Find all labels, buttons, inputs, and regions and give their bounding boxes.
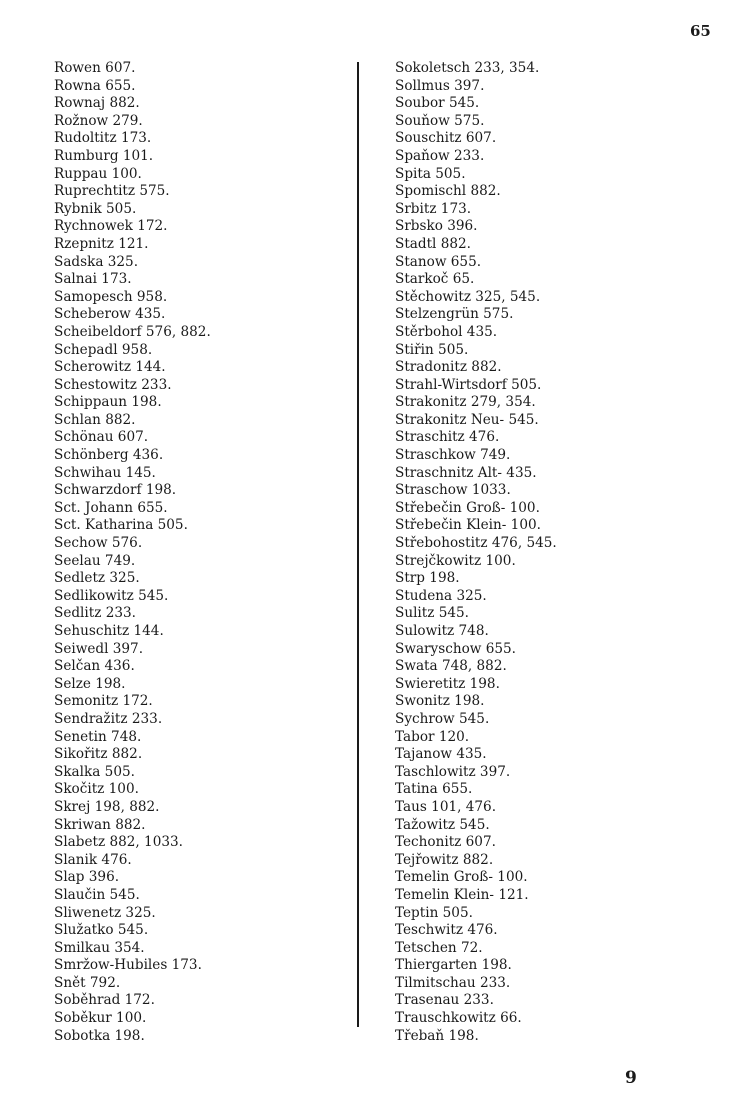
index-entry: Rumburg 101. <box>54 147 154 164</box>
index-entry: Ruprechtitz 575. <box>54 183 170 200</box>
index-entry: Služatko 545. <box>54 922 149 939</box>
index-entry: Sikořitz 882. <box>54 746 143 763</box>
index-entry: Střebečin Groß- 100. <box>395 499 540 516</box>
index-entry: Slabetz 882, 1033. <box>54 834 183 851</box>
index-entry: Seelau 749. <box>54 552 136 569</box>
index-entry: Trasenau 233. <box>395 992 494 1009</box>
index-entry: Tilmitschau 233. <box>395 974 511 991</box>
index-entry: Sechow 576. <box>54 535 143 552</box>
index-entry: Stěchowitz 325, 545. <box>395 288 541 305</box>
index-entry: Samopesch 958. <box>54 288 168 305</box>
index-entry: Scherowitz 144. <box>54 359 166 376</box>
index-entry: Tajanow 435. <box>395 746 487 763</box>
index-entry: Sulowitz 748. <box>395 623 489 639</box>
index-entry: Trauschkowitz 66. <box>395 1010 522 1027</box>
index-entry: Třebaň 198. <box>395 1027 479 1044</box>
index-entry: Sobotka 198. <box>54 1027 145 1044</box>
index-entry: Scheberow 435. <box>54 306 166 323</box>
index-entry: Scheibeldorf 576, 882. <box>54 323 211 340</box>
index-entry: Rožnow 279. <box>54 112 143 129</box>
signature-mark: 9 <box>625 1068 637 1088</box>
index-entry: Rownaj 882. <box>54 95 140 112</box>
index-entry: Temelin Groß- 100. <box>395 869 528 886</box>
index-entry: Swonitz 198. <box>395 693 485 710</box>
index-entry: Rzepnitz 121. <box>54 235 149 252</box>
index-entry: Schepadl 958. <box>54 341 153 358</box>
index-entry: Střebečin Klein- 100. <box>395 517 541 534</box>
index-entry: Strahl-Wirtsdorf 505. <box>395 376 542 393</box>
index-entry: Srbsko 396. <box>395 218 478 235</box>
index-entry: Stěrbohol 435. <box>395 323 498 340</box>
index-entry: Schippaun 198. <box>54 394 162 411</box>
index-entry: Strakonitz 279, 354. <box>395 394 536 411</box>
index-entry: Strp 198. <box>395 570 460 587</box>
index-column-left <box>54 60 211 1045</box>
index-entry: Taschlowitz 397. <box>395 763 511 780</box>
index-entry: Seiwedl 397. <box>54 640 144 657</box>
index-entry: Straschow 1033. <box>395 482 511 499</box>
index-entry: Selčan 436. <box>54 658 135 675</box>
index-entry: Soubor 545. <box>395 95 480 112</box>
index-entry: Rowen 607. <box>54 60 136 76</box>
column-divider <box>357 62 359 1027</box>
index-entry: Starkoč 65. <box>395 271 475 288</box>
index-entry: Soběhrad 172. <box>54 992 155 1009</box>
index-entry: Strakonitz Neu- 545. <box>395 411 539 428</box>
index-entry: Smilkau 354. <box>54 939 145 956</box>
index-entry: Schlan 882. <box>54 411 136 428</box>
index-entry: Sliwenetz 325. <box>54 904 156 921</box>
index-entry: Rychnowek 172. <box>54 218 168 235</box>
index-entry: Střebohostitz 476, 545. <box>395 535 557 552</box>
index-entry: Sychrow 545. <box>395 710 490 727</box>
index-entry: Srbitz 173. <box>395 200 472 217</box>
index-entry: Stadtl 882. <box>395 235 471 252</box>
index-entry: Soběkur 100. <box>54 1010 147 1027</box>
index-entry: Stanow 655. <box>395 253 482 270</box>
index-entry: Slanik 476. <box>54 851 132 868</box>
index-entry: Sct. Katharina 505. <box>54 517 188 534</box>
index-entry: Schwarzdorf 198. <box>54 482 177 499</box>
index-entry: Salnai 173. <box>54 271 132 288</box>
index-entry: Sct. Johann 655. <box>54 499 168 516</box>
index-entry: Stiřin 505. <box>395 341 469 358</box>
index-entry: Senetin 748. <box>54 728 142 745</box>
index-entry: Rybnik 505. <box>54 200 137 217</box>
index-entry: Studena 325. <box>395 587 487 604</box>
index-entry: Sehuschitz 144. <box>54 623 164 639</box>
index-entry: Strejčkowitz 100. <box>395 552 516 569</box>
page-number: 65 <box>690 22 711 40</box>
index-entry: Souschitz 607. <box>395 130 497 147</box>
index-entry: Semonitz 172. <box>54 693 153 710</box>
index-entry: Sokoletsch 233, 354. <box>395 60 540 76</box>
index-entry: Rowna 655. <box>54 77 136 94</box>
index-column-right <box>395 60 557 1045</box>
index-entry: Sulitz 545. <box>395 605 469 622</box>
index-entry: Snět 792. <box>54 974 121 991</box>
index-entry: Skriwan 882. <box>54 816 146 833</box>
index-entry: Sedlitz 233. <box>54 605 136 622</box>
index-entry: Sedlikowitz 545. <box>54 587 169 604</box>
index-entry: Spaňow 233. <box>395 147 485 164</box>
index-entry: Taus 101, 476. <box>395 798 497 815</box>
index-entry: Teptin 505. <box>395 904 473 921</box>
index-entry: Stelzengrün 575. <box>395 306 514 323</box>
index-entry: Schönberg 436. <box>54 447 164 464</box>
index-entry: Techonitz 607. <box>395 834 496 851</box>
index-entry: Smržow-Hubiles 173. <box>54 957 202 974</box>
index-entry: Straschitz 476. <box>395 429 500 446</box>
index-entry: Swieretitz 198. <box>395 675 500 692</box>
index-entry: Rudoltitz 173. <box>54 130 152 147</box>
index-entry: Swaryschow 655. <box>395 640 516 657</box>
index-entry: Stradonitz 882. <box>395 359 502 376</box>
index-entry: Souňow 575. <box>395 112 485 129</box>
index-entry: Selze 198. <box>54 675 126 692</box>
index-entry: Temelin Klein- 121. <box>395 886 529 903</box>
index-entry: Tabor 120. <box>395 728 470 745</box>
index-entry: Schönau 607. <box>54 429 149 446</box>
index-entry: Straschnitz Alt- 435. <box>395 464 537 481</box>
index-entry: Skalka 505. <box>54 763 135 780</box>
index-entry: Tejřowitz 882. <box>395 851 494 868</box>
index-entry: Swata 748, 882. <box>395 658 507 675</box>
index-entry: Spita 505. <box>395 165 466 182</box>
index-entry: Straschkow 749. <box>395 447 511 464</box>
index-entry: Tažowitz 545. <box>395 816 490 833</box>
index-entry: Tetschen 72. <box>395 939 483 956</box>
index-entry: Teschwitz 476. <box>395 922 498 939</box>
index-entry: Spomischl 882. <box>395 183 501 200</box>
index-entry: Sendražitz 233. <box>54 710 163 727</box>
index-entry: Thiergarten 198. <box>395 957 512 974</box>
index-entry: Slap 396. <box>54 869 120 886</box>
index-entry: Ruppau 100. <box>54 165 142 182</box>
index-entry: Skrej 198, 882. <box>54 798 160 815</box>
index-entry: Sadska 325. <box>54 253 139 270</box>
index-entry: Slaučin 545. <box>54 886 140 903</box>
index-entry: Tatina 655. <box>395 781 473 798</box>
index-entry: Schwihau 145. <box>54 464 156 481</box>
index-entry: Sollmus 397. <box>395 77 485 94</box>
index-entry: Schestowitz 233. <box>54 376 172 393</box>
index-entry: Skočitz 100. <box>54 781 139 798</box>
index-entry: Sedletz 325. <box>54 570 140 587</box>
